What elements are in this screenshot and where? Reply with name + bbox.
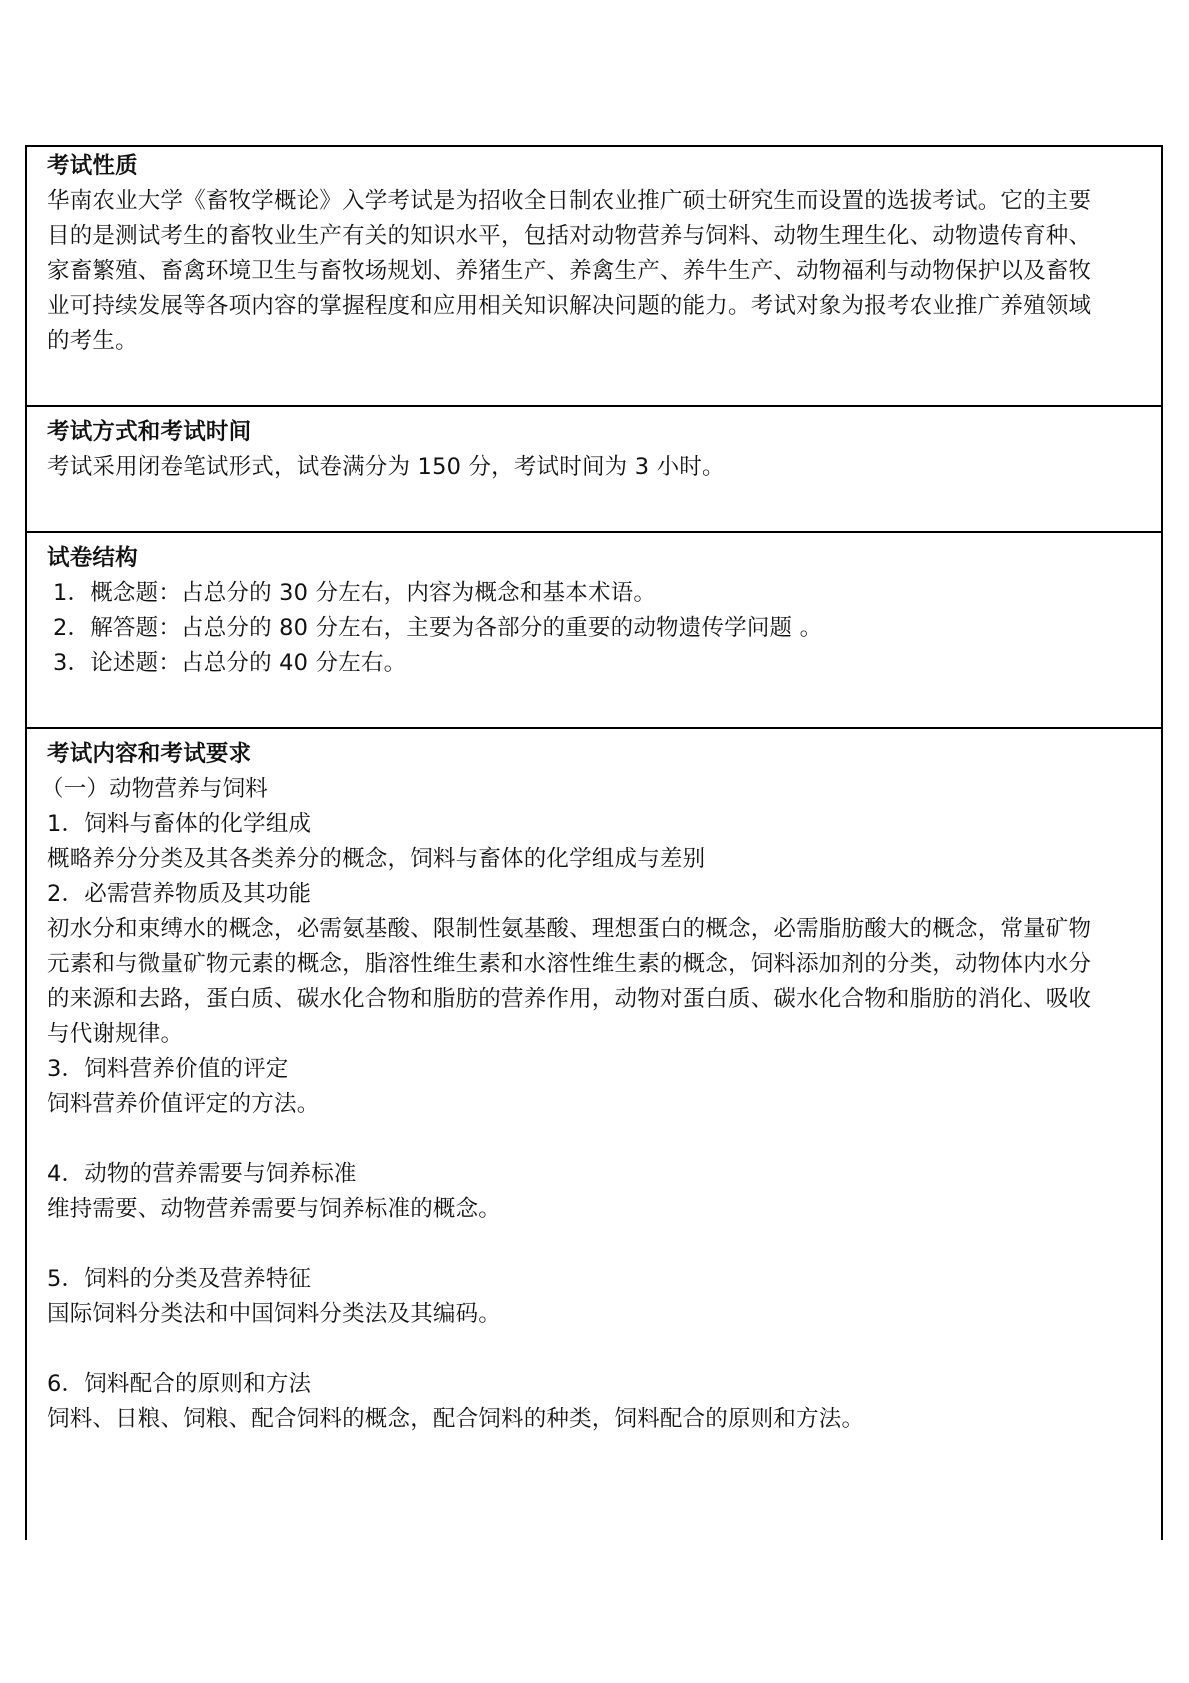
section2-line: 考试采用闭卷笔试形式，试卷满分为 150 分，考试时间为 3 小时。: [47, 454, 725, 480]
section1-line: 的考生。: [47, 328, 138, 354]
section4-line: 5．饲料的分类及营养特征: [47, 1266, 312, 1292]
section4-line: 与代谢规律。: [47, 1021, 184, 1047]
section4-line: 饲料、日粮、饲粮、配合饲料的概念，配合饲料的种类，饲料配合的原则和方法。: [47, 1406, 865, 1432]
section4-line: 2．必需营养物质及其功能: [47, 881, 312, 907]
section4-line: 初水分和束缚水的概念，必需氨基酸、限制性氨基酸、理想蛋白的概念，必需脂肪酸大的概念，常量矿物: [47, 916, 1092, 942]
section3-heading: 试卷结构: [47, 545, 138, 571]
section4-line: 的来源和去路，蛋白质、碳水化合物和脂肪的营养作用，动物对蛋白质、碳水化合物和脂肪的消化、吸收: [47, 986, 1092, 1012]
section4-line: 1．饲料与畜体的化学组成: [47, 811, 312, 837]
section1-heading: 考试性质: [47, 153, 138, 179]
section4-line: 4．动物的营养需要与饲养标准: [47, 1161, 357, 1187]
section4-line: 6．饲料配合的原则和方法: [47, 1371, 312, 1397]
section-divider: [27, 727, 1161, 729]
section4-line: 3．饲料营养价值的评定: [47, 1056, 289, 1082]
section4-line: 饲料营养价值评定的方法。: [47, 1091, 320, 1117]
section4-line: 元素和与微量矿物元素的概念，脂溶性维生素和水溶性维生素的概念，饲料添加剂的分类，动物体内水分: [47, 951, 1092, 977]
section2-heading: 考试方式和考试时间: [47, 419, 252, 445]
section1-line: 华南农业大学《畜牧学概论》入学考试是为招收全日制农业推广硕士研究生而设置的选拔考试。它的主要: [47, 188, 1092, 214]
section3-line: 2．解答题：占总分的 80 分左右，主要为各部分的重要的动物遗传学问题 。: [53, 615, 823, 641]
section4-line: 维持需要、动物营养需要与饲养标准的概念。: [47, 1196, 502, 1222]
section3-line: 3．论述题：占总分的 40 分左右。: [53, 650, 407, 676]
section-divider: [27, 405, 1161, 407]
section4-line: 国际饲料分类法和中国饲料分类法及其编码。: [47, 1301, 502, 1327]
section4-subheading: （一）动物营养与饲料: [41, 776, 269, 802]
section4-heading: 考试内容和考试要求: [47, 741, 252, 767]
section3-line: 1．概念题：占总分的 30 分左右，内容为概念和基本术语。: [53, 580, 657, 606]
section4-line: 概略养分分类及其各类养分的概念，饲料与畜体的化学组成与差别: [47, 846, 706, 872]
section1-line: 家畜繁殖、畜禽环境卫生与畜牧场规划、养猪生产、养禽生产、养牛生产、动物福利与动物保护以及畜牧: [47, 258, 1092, 284]
section-divider: [27, 531, 1161, 533]
section1-line: 目的是测试考生的畜牧业生产有关的知识水平，包括对动物营养与饲料、动物生理生化、动物遗传育种、: [47, 223, 1092, 249]
section1-line: 业可持续发展等各项内容的掌握程度和应用相关知识解决问题的能力。考试对象为报考农业推广养殖领域: [47, 293, 1092, 319]
document-frame: [25, 145, 1163, 1540]
